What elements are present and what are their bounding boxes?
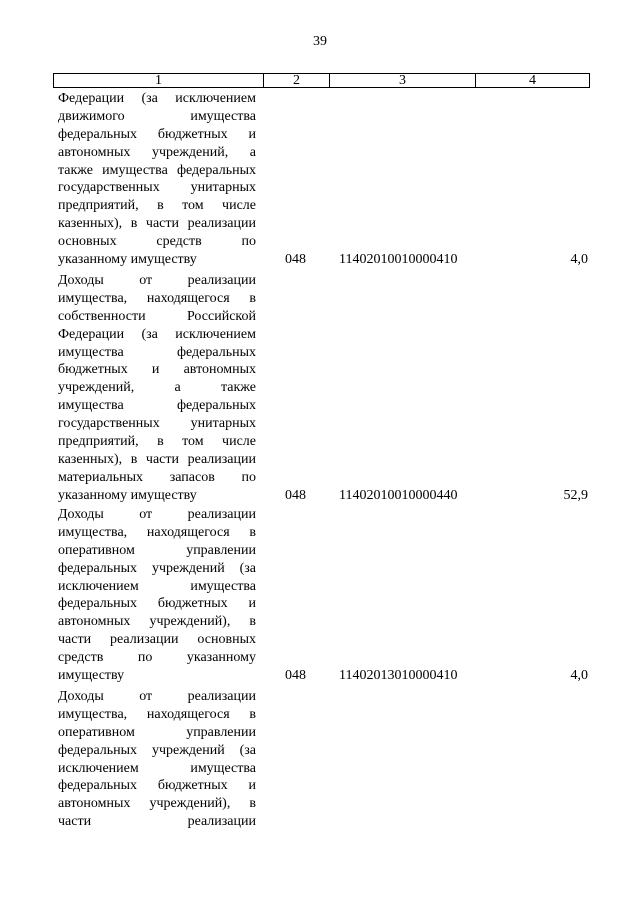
column-header-2: 2 bbox=[264, 74, 330, 87]
description-line: автономных учреждений, а bbox=[58, 144, 256, 160]
amount-value: 52,9 bbox=[563, 488, 588, 503]
description-line: оперативном управлении bbox=[58, 724, 256, 740]
description-line: федеральных бюджетных и bbox=[58, 596, 256, 612]
amount-value: 4,0 bbox=[570, 668, 588, 683]
description-line: Федерации (за исключением bbox=[58, 326, 256, 342]
description-line: казенных), в части реализации bbox=[58, 216, 256, 232]
description-line: Доходы от реализации bbox=[58, 689, 256, 704]
description-line: автономных учреждений), в bbox=[58, 796, 256, 812]
description-line: государственных унитарных bbox=[58, 416, 256, 432]
description-line: также имущества федеральных bbox=[58, 162, 256, 178]
description-line: федеральных бюджетных и bbox=[58, 126, 256, 142]
budget-classification-code: 11402010010000410 bbox=[339, 252, 458, 267]
budget-classification-code: 11402010010000440 bbox=[339, 488, 458, 503]
description-line: материальных запасов по bbox=[58, 469, 256, 485]
description-line: учреждений, а также bbox=[58, 380, 256, 396]
amount-value: 4,0 bbox=[570, 252, 588, 267]
description-line: предприятий, в том числе bbox=[58, 198, 256, 214]
row-description bbox=[58, 90, 256, 269]
admin-code: 048 bbox=[285, 488, 306, 503]
description-line: федеральных учреждений (за bbox=[58, 560, 256, 576]
description-line: части реализации основных bbox=[58, 632, 256, 648]
admin-code: 048 bbox=[285, 252, 306, 267]
description-line: Доходы от реализации bbox=[58, 507, 256, 522]
description-line: имущества федеральных bbox=[58, 398, 256, 414]
column-header-1: 1 bbox=[54, 74, 264, 87]
description-line: Доходы от реализации bbox=[58, 273, 256, 288]
description-line: федеральных бюджетных и bbox=[58, 778, 256, 794]
description-line: Федерации (за исключением bbox=[58, 91, 256, 106]
column-header-4: 4 bbox=[529, 73, 536, 88]
description-line: имущества федеральных bbox=[58, 344, 256, 360]
description-line: имущества, находящегося в bbox=[58, 706, 256, 722]
description-line: казенных), в части реализации bbox=[58, 451, 256, 467]
description-line: автономных учреждений), в bbox=[58, 614, 256, 630]
description-line: указанному имуществу bbox=[58, 487, 197, 503]
row-description bbox=[58, 688, 256, 831]
description-line: исключением имущества bbox=[58, 760, 256, 776]
row-description bbox=[58, 506, 256, 685]
description-line: федеральных учреждений (за bbox=[58, 742, 256, 758]
page-number: 39 bbox=[313, 34, 327, 49]
description-line: собственности Российской bbox=[58, 308, 256, 324]
description-line: имущества, находящегося в bbox=[58, 524, 256, 540]
table-header-row bbox=[53, 73, 590, 88]
description-line: бюджетных и автономных bbox=[58, 362, 256, 378]
row-description bbox=[58, 272, 256, 505]
column-header-3: 3 bbox=[330, 74, 476, 87]
description-line: имущества, находящегося в bbox=[58, 290, 256, 306]
description-line: основных средств по bbox=[58, 234, 256, 250]
description-line: государственных унитарных bbox=[58, 180, 256, 196]
description-line: части реализации bbox=[58, 814, 256, 830]
description-line: имуществу bbox=[58, 668, 125, 684]
budget-classification-code: 11402013010000410 bbox=[339, 668, 458, 683]
description-line: оперативном управлении bbox=[58, 542, 256, 558]
description-line: исключением имущества bbox=[58, 578, 256, 594]
description-line: средств по указанному bbox=[58, 650, 256, 666]
description-line: движимого имущества bbox=[58, 108, 256, 124]
admin-code: 048 bbox=[285, 668, 306, 683]
description-line: предприятий, в том числе bbox=[58, 434, 256, 450]
description-line: указанному имуществу bbox=[58, 252, 197, 268]
